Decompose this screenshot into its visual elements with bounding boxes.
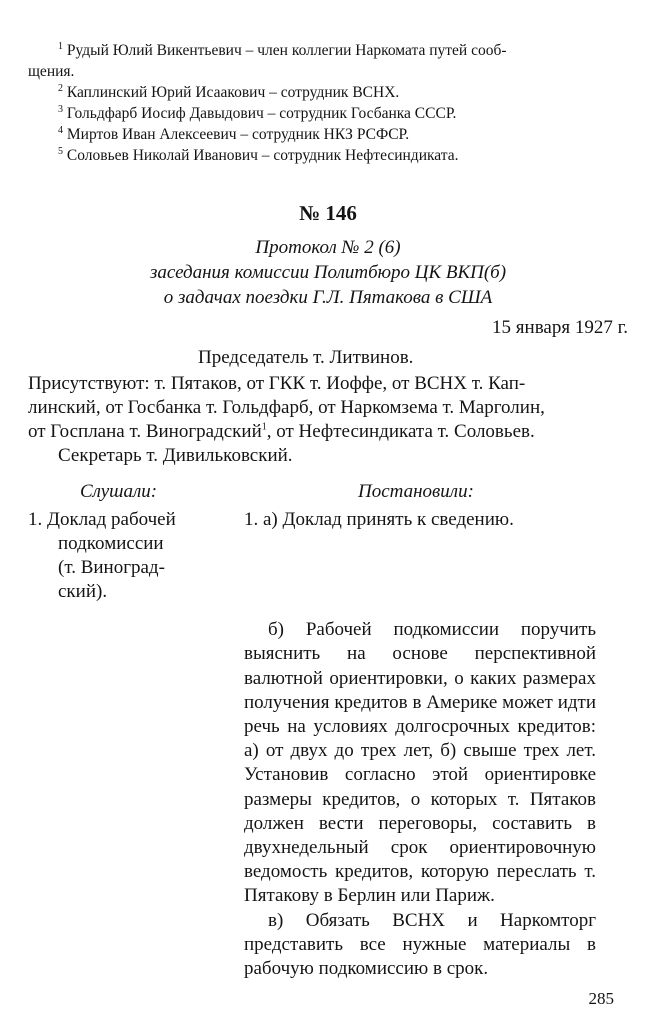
secretary-line: Секретарь т. Дивильковский. [58,445,293,466]
title-line: о задачах поездки Г.Л. Пятакова в США [163,287,493,308]
document-date: 15 января 1927 г. [492,317,628,338]
footnotes [28,40,618,166]
title-line: Протокол № 2 (6) [255,237,401,258]
heard-heading: Слушали: [80,481,158,502]
heard-item-line: (т. Виноград- [58,557,165,578]
attendees-line [28,420,618,444]
attendees-paragraph [28,372,618,444]
footnote-text: Рудый Юлий Викентьевич – член коллегии Наркомата путей сооб- [66,42,507,59]
document-number: № 146 [299,201,357,225]
attendees-line: Присутствуют: т. Пятаков, от ГКК т. Иоффе, от ВСНХ т. Кап- [28,373,526,394]
resolved-heading: Постановили: [358,481,474,502]
footnote-text: Соловьев Николай Иванович – сотрудник Нефтесиндиката. [66,147,459,164]
resolution-b: б) Рабочей подкомиссии поручить выяснить на основе перспективной валютной ориентировки, о каких размерах получения кредитов в Америке может идти речь на условиях долгосрочных кредитов: а) от двух до трех лет, б) свыше трех лет. Установив согласно этой ориентировке размеры кредитов, о которых т. Пятаков должен вести переговоры, составить в двухнедельный срок ориентировочную ведомость кредитов, которую переслать т. Пятакову в Берлин или Париж. [244,619,596,907]
footnote-text: Каплинский Юрий Исаакович – сотрудник ВСНХ. [66,84,400,101]
attendees-text: , от Нефтесиндиката т. Соловьев. [266,421,535,442]
title-line: заседания комиссии Политбюро ЦК ВКП(б) [149,262,507,283]
footnote-5 [28,145,618,166]
footnote-text: Гольдфарб Иосиф Давыдович – сотрудник Госбанка СССР. [66,105,457,122]
footnote-1 [28,40,618,61]
footnote-marker: 2 [58,82,63,94]
footnote-marker: 5 [58,145,63,157]
chairman-line: Председатель т. Литвинов. [198,347,414,368]
resolution-a: 1. а) Доклад принять к сведению. [244,509,514,530]
page-number: 285 [588,989,614,1008]
document-title [0,235,656,310]
footnote-1-continuation: щения. [28,63,75,80]
heard-item-line: ский). [58,581,108,602]
footnote-marker: 3 [58,103,63,115]
footnote-text: Миртов Иван Алексеевич – сотрудник НКЗ РСФСР. [66,126,410,143]
attendees-text: от Госплана т. Виноградский [28,421,262,442]
footnote-ref: 1 [261,421,267,433]
heard-column [28,508,218,604]
footnote-3 [28,103,618,124]
attendees-line: линский, от Госбанка т. Гольдфарб, от Наркомзема т. Марголин, [28,397,545,418]
heard-item-line: 1. Доклад рабочей [28,509,176,530]
footnote-2 [28,82,618,103]
resolution-c: в) Обязать ВСНХ и Наркомторг представить все нужные материалы в рабочую подкомиссию в срок. [244,909,596,980]
footnote-marker: 1 [58,40,63,52]
resolved-column [244,508,596,981]
heard-item-line: подкомиссии [58,533,164,554]
footnote-marker: 4 [58,124,63,136]
footnote-4 [28,124,618,145]
